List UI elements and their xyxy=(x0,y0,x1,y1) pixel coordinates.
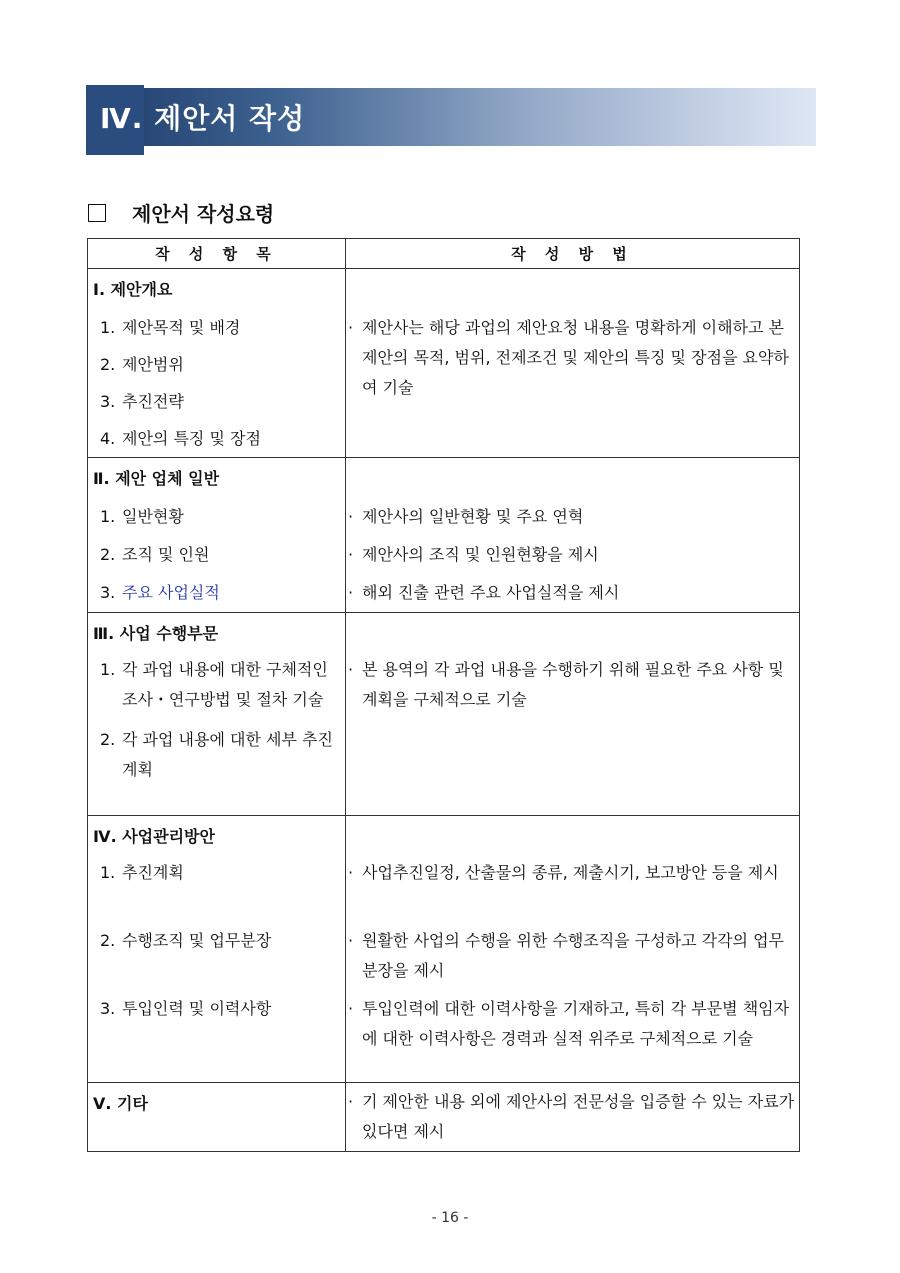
list-item: 1. 추진계획 xyxy=(100,863,184,882)
description: · 제안사는 해당 과업의 제안요청 내용을 명확하게 이해하고 본 제안의 목적, 범위, 전제조건 및 제안의 특징 및 장점을 요약하여 기술 xyxy=(348,318,789,397)
list-item: 1. 제안목적 및 배경 xyxy=(100,318,241,337)
group-3-desc-cell xyxy=(346,613,800,816)
table-row xyxy=(88,816,800,1083)
group-5-desc-cell xyxy=(346,1083,800,1152)
group-4-desc-cell xyxy=(346,816,800,1083)
description: · 원활한 사업의 수행을 위한 수행조직을 구성하고 각각의 업무분장을 제시 xyxy=(348,931,785,980)
list-item: 2. 조직 및 인원 xyxy=(100,545,210,564)
list-item: 3. 주요 사업실적 xyxy=(100,583,220,602)
page-number: - 16 - xyxy=(431,1210,469,1226)
spec-table xyxy=(87,238,800,1152)
group-1-title: Ⅰ. 제안개요 xyxy=(93,280,173,299)
group-2-title: Ⅱ. 제안 업체 일반 xyxy=(93,469,220,488)
list-item: 1. 일반현황 xyxy=(100,507,184,526)
table-header-row xyxy=(88,239,800,269)
description: · 해외 진출 관련 주요 사업실적을 제시 xyxy=(348,583,620,602)
group-3-title: Ⅲ. 사업 수행부문 xyxy=(93,624,219,643)
group-2-desc-cell xyxy=(346,458,800,613)
chapter-title: Ⅳ. 제안서 작성 xyxy=(100,102,306,135)
table-row xyxy=(88,613,800,816)
description: · 투입인력에 대한 이력사항을 기재하고, 특히 각 부문별 책임자에 대한 이력사항은 경력과 실적 위주로 구체적으로 기술 xyxy=(348,999,790,1048)
checkbox-icon xyxy=(88,204,106,222)
list-item: 3. 추진전략 xyxy=(100,392,184,411)
list-item: 1. 각 과업 내용에 대한 구체적인 조사・연구방법 및 절차 기술 xyxy=(100,660,328,709)
section-title: 제안서 작성요령 xyxy=(132,202,275,226)
description: · 제안사의 일반현황 및 주요 연혁 xyxy=(348,507,584,526)
section-heading xyxy=(88,198,274,227)
list-item: 2. 제안범위 xyxy=(100,355,184,374)
header-right: 작 성 방 법 xyxy=(346,239,800,269)
description: · 사업추진일정, 산출물의 종류, 제출시기, 보고방안 등을 제시 xyxy=(348,863,779,882)
group-5-title: Ⅴ. 기타 xyxy=(93,1094,148,1113)
description: · 제안사의 조직 및 인원현황을 제시 xyxy=(348,545,599,564)
group-3-cell xyxy=(88,613,346,816)
group-5-cell xyxy=(88,1083,346,1152)
table-row xyxy=(88,269,800,458)
list-item: 2. 수행조직 및 업무분장 xyxy=(100,931,272,950)
header-left: 작 성 항 목 xyxy=(88,239,346,269)
list-item: 3. 투입인력 및 이력사항 xyxy=(100,999,272,1018)
group-1-desc-cell xyxy=(346,269,800,458)
table-row xyxy=(88,1083,800,1152)
group-2-cell xyxy=(88,458,346,613)
list-item: 2. 각 과업 내용에 대한 세부 추진계획 xyxy=(100,730,333,779)
table-row xyxy=(88,458,800,613)
group-4-title: Ⅳ. 사업관리방안 xyxy=(93,827,215,846)
group-4-cell xyxy=(88,816,346,1083)
list-item: 4. 제안의 특징 및 장점 xyxy=(100,429,261,448)
description: · 본 용역의 각 과업 내용을 수행하기 위해 필요한 주요 사항 및 계획을 구체적으로 기술 xyxy=(348,660,784,709)
group-1-cell xyxy=(88,269,346,458)
description: · 기 제안한 내용 외에 제안사의 전문성을 입증할 수 있는 자료가 있다면 제시 xyxy=(348,1092,795,1141)
